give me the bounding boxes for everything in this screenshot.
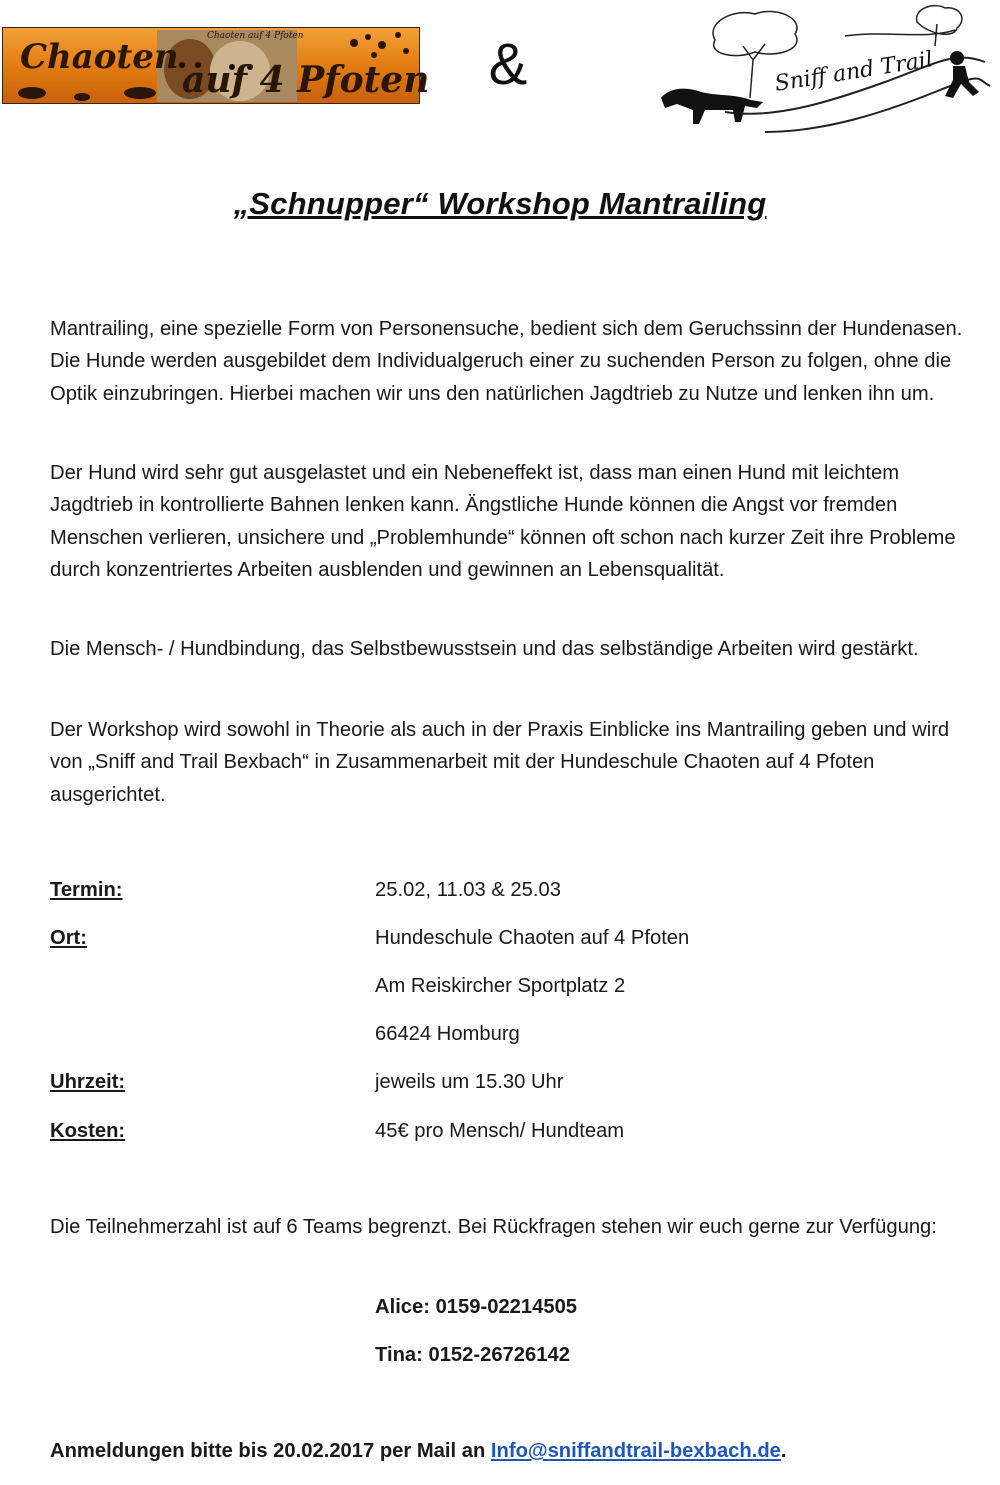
paragraph-benefits: Der Hund wird sehr gut ausgelastet und ein Nebeneffekt ist, dass man einen Hund mit leichtem Jagdtrieb in kontrollierte Bahnen lenken kann. Ängstliche Hunde können die Angst vor fremden Menschen verlieren, unsichere und „Problemhunde“ können oft schon nach kurzer Zeit ihre Probleme durch konzentriertes Arbeiten ausblenden und gewinnen an Lebensqualität.: [50, 462, 956, 582]
paragraph-bond: Die Mensch- / Hundbindung, das Selbstbewusstsein und das selbständige Arbeiten wird gestärkt.: [50, 638, 919, 660]
page-title: „Schnupper“ Workshop Mantrailing: [233, 186, 767, 221]
contact-alice: Alice: 0159-02214505: [375, 1296, 578, 1318]
participants-note: Die Teilnehmerzahl ist auf 6 Teams begrenzt. Bei Rückfragen stehen wir euch gerne zur Verfügung:: [50, 1216, 937, 1238]
kosten-value: 45€ pro Mensch/ Hundteam: [375, 1120, 625, 1142]
termin-label: Termin:: [50, 879, 123, 901]
ort-line-2: Am Reiskircher Sportplatz 2: [375, 975, 626, 997]
uhrzeit-label: Uhrzeit:: [50, 1071, 126, 1093]
logo-left-small-text: Chaoten auf 4 Pfoten: [207, 31, 304, 41]
registration-text: Anmeldungen bitte bis 20.02.2017 per Mail an: [50, 1440, 491, 1462]
termin-value: 25.02, 11.03 & 25.03: [375, 879, 561, 901]
uhrzeit-value: jeweils um 15.30 Uhr: [375, 1071, 564, 1093]
registration-line: [50, 1436, 787, 1466]
paragraph-workshop: Der Workshop wird sowohl in Theorie als auch in der Praxis Einblicke ins Mantrailing geben und wird von „Sniff and Trail Bexbach“ in Zusammenarbeit mit der Hundeschule Chaoten auf 4 Pfoten ausgerichtet.: [50, 719, 950, 806]
logo-left-text-1: Chaoten: [20, 37, 179, 77]
ort-label: Ort:: [50, 927, 88, 949]
email-link[interactable]: Info@sniffandtrail-bexbach.de: [490, 1440, 781, 1462]
logo-left-text-2: auf 4 Pfoten: [182, 59, 430, 101]
registration-suffix: .: [780, 1440, 787, 1462]
paragraph-intro: Mantrailing, eine spezielle Form von Personensuche, bedient sich dem Geruchssinn der Hundenasen. Die Hunde werden ausgebildet dem Individualgeruch einer zu suchenden Person zu folgen, ohne die Optik einzubringen. Hierbei machen wir uns den natürlichen Jagdtrieb zu Nutze und lenken ihn um.: [50, 318, 963, 405]
logo-right-text: Sniff and Trail: [773, 47, 935, 97]
kosten-label: Kosten:: [50, 1120, 126, 1142]
sniff-and-trail-logo: [655, 0, 995, 140]
contact-tina: Tina: 0152-26726142: [375, 1344, 570, 1366]
ampersand: &: [488, 32, 528, 97]
chaoten-logo: [2, 27, 430, 104]
ort-line-1: Hundeschule Chaoten auf 4 Pfoten: [375, 927, 690, 949]
ort-line-3: 66424 Homburg: [375, 1023, 520, 1045]
